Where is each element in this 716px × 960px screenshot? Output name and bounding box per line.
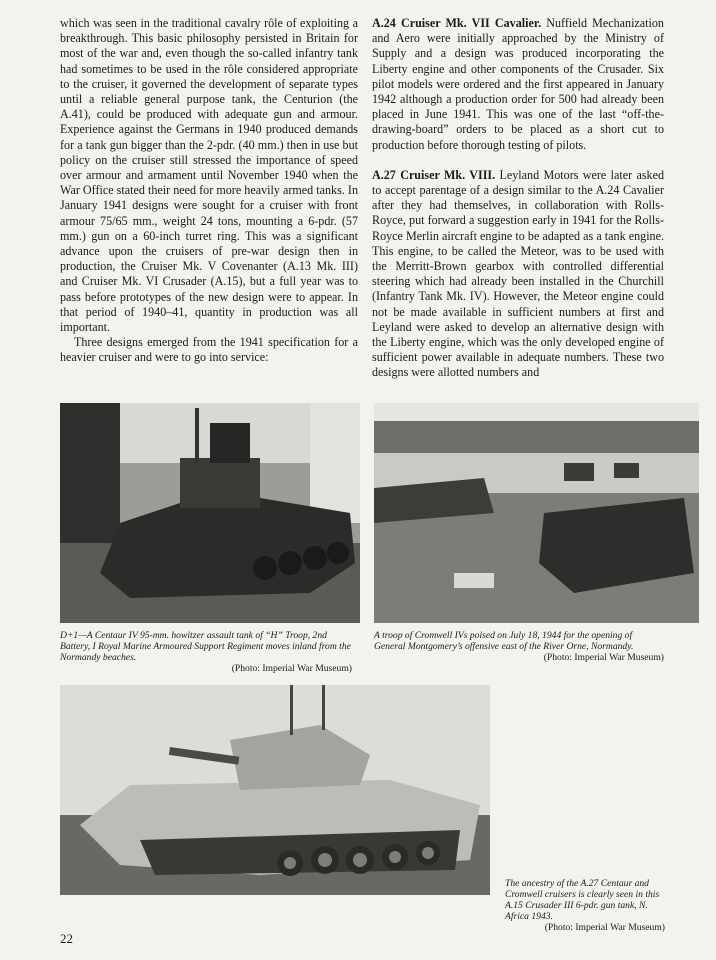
photo-caption: [505, 878, 665, 933]
section-heading: A.24 Cruiser Mk. VII Cavalier.: [372, 16, 542, 30]
text-column-left: [60, 16, 358, 366]
section-text: Leyland Motors were later asked to accept parentage of a design similar to the A.24 Cavalier after they had themselves, in collaboration with Rolls-Royce, put forward a suggestion early in 1941 for the Rolls-Royce Merlin aircraft engine to be adapted as a tank engine. This engine, to be called the Meteor, was to be used with the Merritt-Brown gearbox with controlled differential steering which had already been installed in the Churchill (Infantry Tank Mk. IV). However, the Meteor engine could not be made available in sufficient numbers at first and Leyland were asked to develop an alternative design with the Liberty engine, which was the only developed engine of sufficient power available in adequate numbers. These two designs were allotted numbers and: [372, 167, 665, 380]
photo-cromwell-troop: [374, 403, 699, 623]
caption-text: D+1—A Centaur IV 95-mm. howitzer assault tank of “H” Troop, 2nd Battery, I Royal Marine Armoured Support Regiment moves inland from the Normandy beaches.: [60, 630, 351, 663]
paragraph: which was seen in the traditional cavalry rôle of exploiting a breakthrough. This basic philosophy persisted in Britain for most of the war and, even though the so-called infantry tank had sometimes to be used in the rôle considered appropriate to the cruiser, it governed the development of separate types until a reliable general purpose tank, the Centurion (the A.41), could be produced with adequate gun and armour. Experience against the Germans in 1940 produced demands for a tank gun bigger than the 2-pdr. (40 mm.) then in use but policy on the cruiser still stressed the importance of speed over armour and armament until November 1940 when the War Office stated their need for more heavily armed tanks. In January 1941 designs were sought for a cruiser with front armour 75/65 mm., weight 24 tons, mounting a 6-pdr. (57 mm.) gun on a 60-inch turret ring. This was a significant advance upon the cruisers of pre-war design then in production, the Cruiser Mk. V Covenanter (A.13 Mk. III) and Cruiser Mk. VI Crusader (A.15), but a full year was to pass before prototypes of the new design were to appear. In that period of 1940–41, quantity in production was all important.: [60, 16, 358, 335]
photo-centaur-normandy: [60, 403, 360, 623]
photo-caption: [374, 630, 664, 663]
photo-credit: (Photo: Imperial War Museum): [231, 663, 352, 674]
text-column-right: [372, 16, 664, 381]
section-a27: [372, 168, 664, 381]
section-heading: A.27 Cruiser Mk. VIII.: [372, 167, 496, 182]
photo-crusader-africa: [60, 685, 490, 895]
page-number: 22: [60, 931, 73, 946]
caption-text: A troop of Cromwell IVs poised on July 18, 1944 for the opening of General Montgomery’s offensive east of the River Orne, Normandy.: [374, 630, 634, 652]
photo-caption: [60, 630, 352, 674]
photo-credit: (Photo: Imperial War Museum): [544, 922, 665, 933]
photo-credit: (Photo: Imperial War Museum): [543, 652, 664, 663]
section-a24: [372, 16, 664, 153]
caption-text: The ancestry of the A.27 Centaur and Cromwell cruisers is clearly seen in this A.15 Crusader III 6-pdr. gun tank, N. Africa 1943.: [505, 878, 660, 922]
paragraph: Three designs emerged from the 1941 specification for a heavier cruiser and were to go into service:: [60, 335, 358, 365]
section-text: Nuffield Mechanization and Aero were initially approached by the Ministry of Supply and a design was produced incorporating the Liberty engine and other components of the Crusader. Six pilot models were ordered and the first appeared in January 1942 although a production order for 500 had already been placed in June 1941. This was one of the last “off-the-drawing-board” orders to be placed as a short cut to production before thorough testing of pilots.: [372, 16, 664, 152]
